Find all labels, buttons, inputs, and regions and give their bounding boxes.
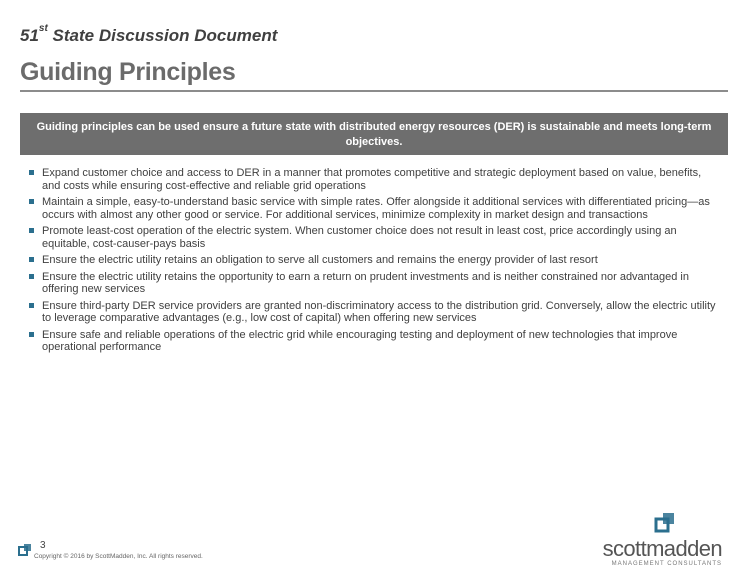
title-divider	[20, 90, 728, 92]
page-title: Guiding Principles	[20, 58, 236, 86]
supertitle-ordinal: st	[38, 23, 48, 34]
scottmadden-logo	[603, 512, 722, 567]
principles-list	[28, 167, 718, 358]
logo-wordmark: scottmadden	[602, 536, 722, 561]
logo-mark-icon	[654, 512, 676, 534]
list-item: Ensure the electric utility retains an obligation to serve all customers and remains the energy provider of last resort	[28, 254, 718, 267]
supertitle-text: State Discussion Document	[47, 26, 278, 45]
list-item: Maintain a simple, easy-to-understand basic service with simple rates. Offer alongside it additional services with differentiated pricing—as occurs with almost any other good or service. For additional services, minimize complexity in market design and transactions	[28, 196, 718, 221]
supertitle	[20, 23, 278, 46]
list-item: Expand customer choice and access to DER in a manner that promotes competitive and strategic deployment based on value, benefits, and costs while ensuring cost-effective and reliable grid operations	[28, 167, 718, 192]
logo-tagline: MANAGEMENT CONSULTANTS	[611, 561, 722, 567]
copyright: Copyright © 2016 by ScottMadden, Inc. All rights reserved.	[34, 553, 203, 560]
summary-banner: Guiding principles can be used ensure a future state with distributed energy resources (DER) is sustainable and meets long-term objectives.	[20, 113, 728, 155]
list-item: Promote least-cost operation of the electric system. When customer choice does not result in least cost, price accordingly using an equitable, cost-causer-pays basis	[28, 225, 718, 250]
list-item: Ensure safe and reliable operations of the electric grid while encouraging testing and deployment of new technologies that improve operational performance	[28, 329, 718, 354]
footer-logo-mark-icon	[18, 543, 32, 557]
page-number: 3	[40, 540, 46, 551]
list-item: Ensure third-party DER service providers are granted non-discriminatory access to the distribution grid. Conversely, allow the electric utility to leverage comparative advantages (e.g., low cost of capital) when offering new services	[28, 300, 718, 325]
list-item: Ensure the electric utility retains the opportunity to earn a return on prudent investments and is neither constrained nor advantaged in offering new services	[28, 271, 718, 296]
supertitle-number: 51	[20, 26, 39, 45]
